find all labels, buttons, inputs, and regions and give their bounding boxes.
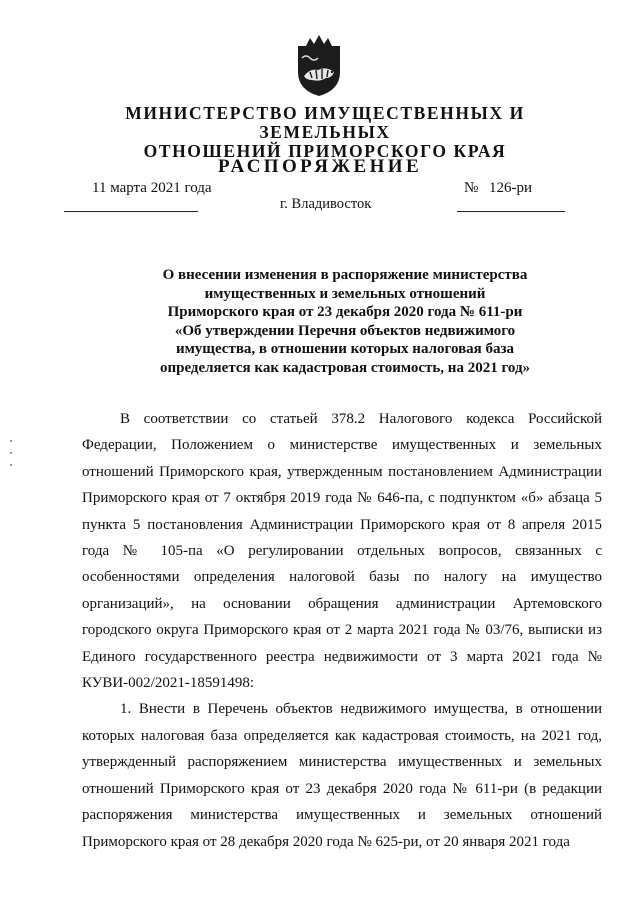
date-underline (64, 211, 198, 212)
body-paragraph: 1. Внести в Перечень объектов недвижимого имущества, в отношении которых налоговая база определяется как кадастровая стоимость, на 2021 год, утвержденный распоряжением министерства имущественных и земельных отношений Приморского края от 23 декабря 2020 года № 611-ри (в редакции распоряжения министерства имущественных и земельных отношений Приморского края от 28 декабря 2020 года № 625-ри, от 20 января 2021 года (82, 701, 602, 850)
heading-line: имущественных и земельных отношений (204, 285, 486, 302)
document-number-label: № (464, 180, 479, 196)
scan-artifact (10, 440, 12, 442)
coat-of-arms-icon (292, 32, 346, 98)
heading-line: Приморского края от 23 декабря 2020 года № 611-ри (167, 304, 523, 320)
ministry-name (60, 104, 590, 161)
document-body (82, 406, 602, 855)
heading-line: имущества, в отношении которых налоговая база (175, 341, 515, 357)
ministry-name-line1: МИНИСТЕРСТВО ИМУЩЕСТВЕННЫХ И ЗЕМЕЛЬНЫХ (125, 103, 525, 142)
heading-line: О внесении изменения в распоряжение министерства (162, 267, 528, 283)
heading-line: определяется как кадастровая стоимость, на 2021 год» (159, 359, 531, 376)
body-paragraph: В соответствии со статьей 378.2 Налогового кодекса Российской Федерации, Положением о министерстве имущественных и земельных отношений Приморского края, утвержденным постановлением Администрации Приморского края от 7 октября 2019 года № 646-па, с подпунктом «б» абзаца 5 пункта 5 постановления Администрации Приморского края от 8 апреля 2015 года № 105-па «О регулировании отдельных вопросов, связанных с особенностями определения налоговой базы по налогу на имущество организаций», на основании обращения администрации Артемовского городского округа Приморского края от 2 марта 2021 года № 03/76, выписки из Единого государственного реестра недвижимости от 3 марта 2021 года № КУВИ-002/2021-18591498: (82, 411, 602, 692)
document-heading (120, 266, 570, 377)
document-city: г. Владивосток (280, 196, 372, 212)
document-type: РАСПОРЯЖЕНИЕ (217, 156, 423, 177)
number-underline (457, 211, 565, 212)
ministry-name-line2: ОТНОШЕНИЙ ПРИМОРСКОГО КРАЯ (143, 141, 507, 161)
document-number: 126-ри (489, 180, 533, 196)
document-date: 11 марта 2021 года (92, 180, 212, 196)
scan-artifact (10, 452, 12, 454)
scan-artifact (10, 464, 12, 466)
heading-line: «Об утверждении Перечня объектов недвижимого (174, 322, 516, 339)
